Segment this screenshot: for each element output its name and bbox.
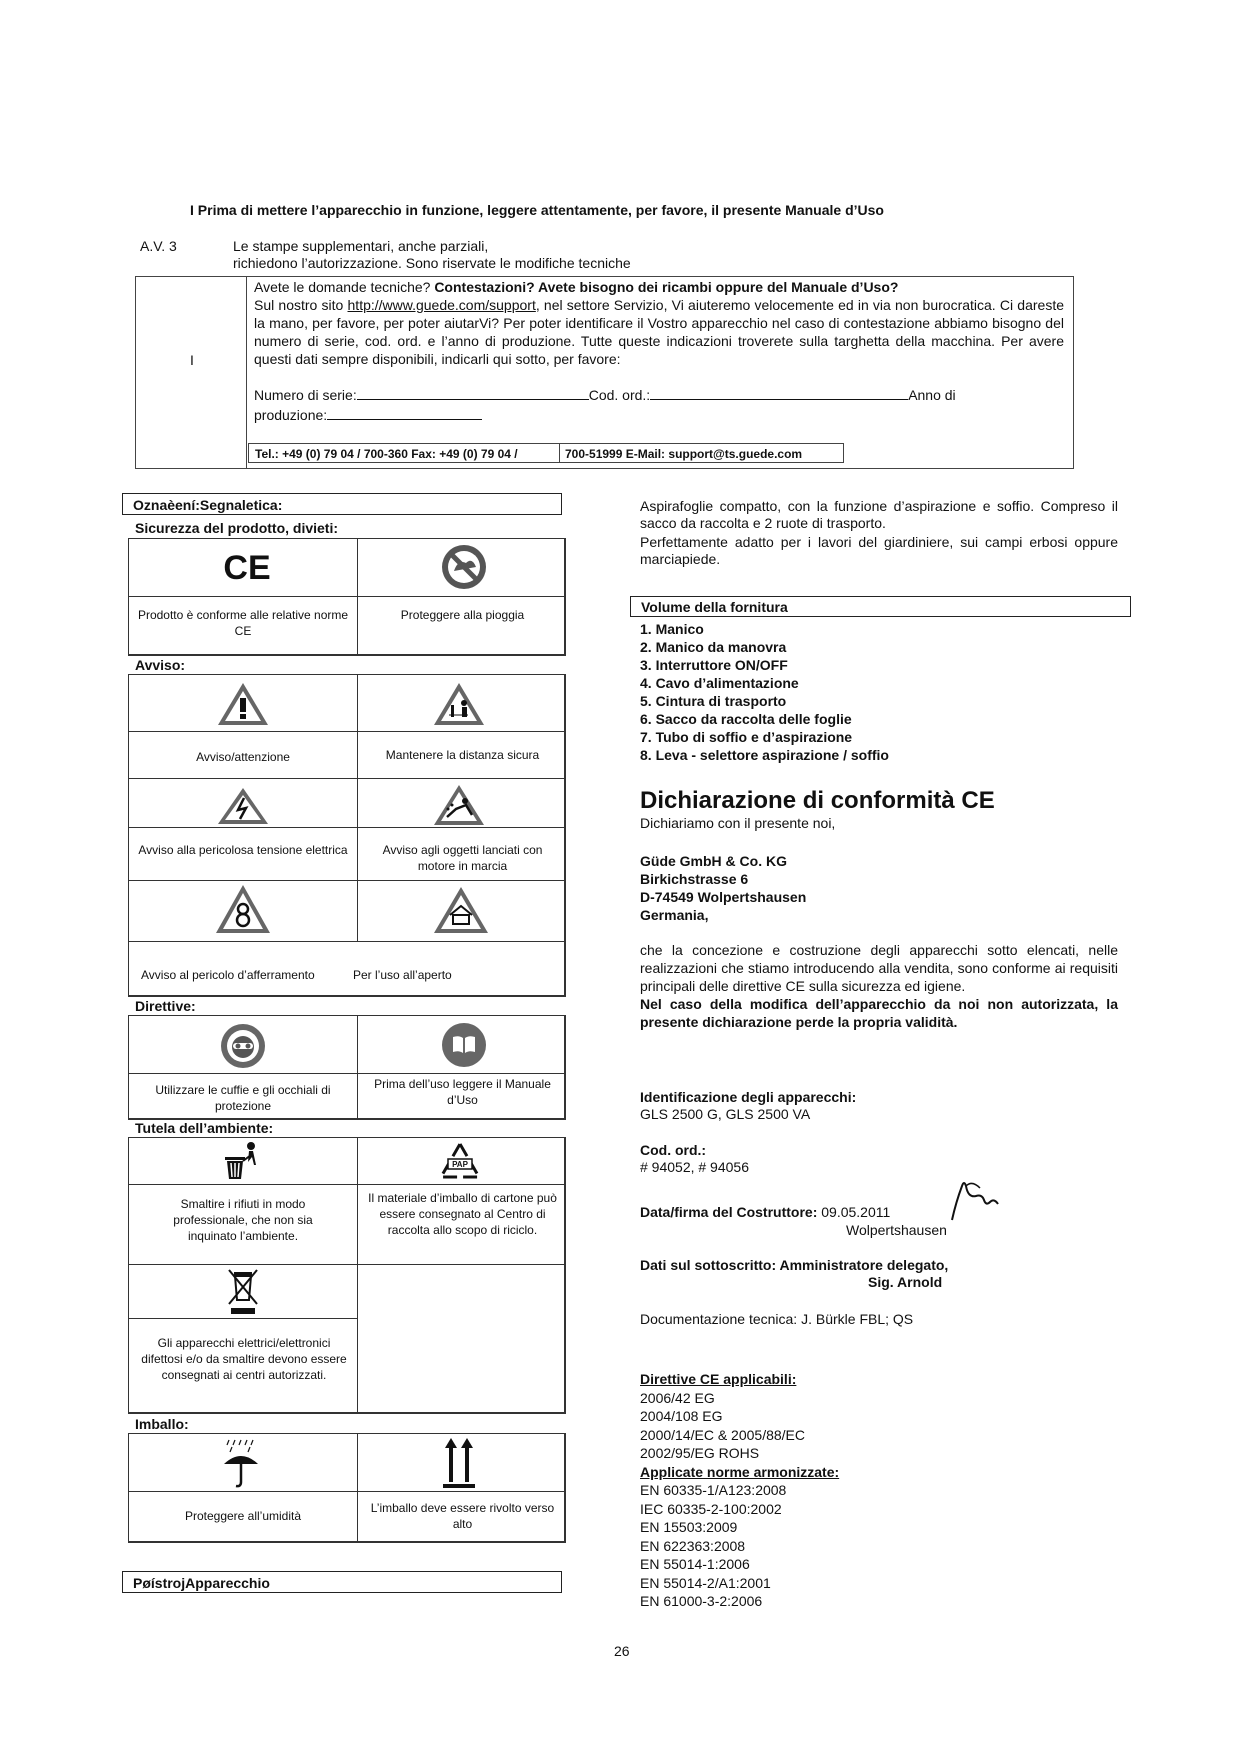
directive-item: 2000/14/EC & 2005/88/EC — [640, 1426, 806, 1443]
entanglement-hazard-icon — [214, 883, 272, 935]
caption-weee: Gli apparecchi elettrici/elettronici difettosi e/o da smaltire devono essere consegnati ai centri autorizzati. — [141, 1336, 347, 1382]
directive-item: 2004/108 EG — [640, 1408, 723, 1424]
this-way-up-icon — [439, 1436, 479, 1490]
delivery-list — [640, 620, 889, 764]
caption-manual: Prima dell’uso leggere il Manuale d’Uso — [374, 1077, 551, 1107]
declaration-body — [640, 941, 1118, 1031]
year-label: Anno di — [908, 387, 956, 403]
company-country: Germania, — [640, 907, 709, 923]
packaging-table — [128, 1433, 565, 1542]
order-codes — [640, 1142, 749, 1176]
norms-label: Applicate norme armonizzate: — [640, 1463, 840, 1480]
norm-item: IEC 60335-2-100:2002 — [640, 1500, 782, 1517]
packaging-heading: Imballo: — [135, 1416, 189, 1432]
caption-protection: Utilizzare le cuffie e gli occhiali di protezione — [155, 1083, 331, 1113]
signature-image — [944, 1176, 1004, 1225]
copyright-note — [233, 238, 631, 272]
electric-hazard-icon — [216, 786, 270, 826]
manufacturer-date — [640, 1204, 890, 1221]
support-question: Avete le domande tecniche? — [254, 279, 435, 295]
date-label: Data/firma del Costruttore: — [640, 1204, 818, 1220]
norm-item: EN 15503:2009 — [640, 1519, 738, 1535]
declaration-intro: Dichiariamo con il presente noi, — [640, 815, 836, 831]
caption-ce: Prodotto è conforme alle relative norme CE — [137, 608, 349, 638]
keep-dry-icon — [221, 1438, 261, 1490]
signer-name: Sig. Arnold — [868, 1274, 943, 1290]
support-instructions: , nel settore Servizio, Vi aiuteremo velocemente ed in via non burocratica. Ci dareste la mano, per favore, per poter aiutarVi? Per poter identificare il Vostro apparecchio nel caso di contestazione abbiamo bisogno del numero di serie, cod. ord. e l’anno di produzione. Tutte queste indicazioni troverete sulla targhetta della macchina. Per avere questi dati sempre disponibili, indicarli qui sotto, per favore: — [254, 297, 1065, 367]
caption-electric: Avviso alla pericolosa tensione elettrica — [138, 843, 348, 857]
list-item: 3. Interruttore ON/OFF — [640, 657, 788, 673]
safety-heading: Sicurezza del prodotto, divieti: — [135, 520, 339, 536]
company-street: Birkichstrasse 6 — [640, 871, 749, 887]
thrown-objects-icon — [432, 783, 486, 827]
copyright-line-2: richiedono l’autorizzazione. Sono riservate le modifiche tecniche — [233, 255, 631, 271]
warnings-table — [128, 674, 565, 996]
contact-phone: Tel.: +49 (0) 79 04 / 700-360 Fax: +49 (0) 79 04 / — [255, 447, 518, 461]
manufacturer-place: Wolpertshausen — [846, 1222, 947, 1238]
description-2: Perfettamente adatto per i lavori del giardiniere, sui campi erbosi oppure marciapiede. — [640, 534, 1118, 567]
label-segnaletica: Oznaèení:Segnaletica: — [122, 493, 562, 515]
warning-exclamation-icon — [216, 681, 270, 727]
outdoor-use-icon — [432, 885, 490, 935]
contact-email: 700-51999 E-Mail: support@ts.guede.com — [565, 447, 803, 461]
declaration-title: Dichiarazione di conformità CE — [640, 787, 995, 814]
norm-item: EN 622363:2008 — [640, 1537, 746, 1554]
support-question-bold: Contestazioni? Avete bisogno dei ricambi oppure del Manuale d’Uso? — [434, 279, 899, 295]
production-field — [254, 407, 482, 423]
support-site-prefix: Sul nostro sito — [254, 297, 348, 313]
litter-disposal-icon — [221, 1141, 261, 1181]
date-value: 09.05.2011 — [821, 1204, 891, 1220]
declaration-text: che la concezione e costruzione degli apparecchi sotto elencati, nelle realizzazioni che stiamo introducendo alla vendita, sono conforme ai requisiti principali delle direttive CE sulla sicurezza ed igiene. — [640, 942, 1118, 994]
caption-distance: Mantenere la distanza sicura — [385, 748, 540, 762]
serial-label: Numero di serie: — [254, 387, 357, 403]
directives-table — [128, 1015, 565, 1119]
caption-thrown-objects: Avviso agli oggetti lanciati con motore in marcia — [382, 843, 543, 873]
directive-item: 2006/42 EG — [640, 1389, 715, 1406]
list-item: 7. Tubo di soffio e d’aspirazione — [640, 729, 853, 745]
list-item: 8. Leva - selettore aspirazione / soffio — [640, 747, 889, 763]
company-name: Güde GmbH & Co. KG — [640, 853, 787, 869]
norm-item: EN 61000-3-2:2006 — [640, 1593, 763, 1609]
company-city: D-74549 Wolpertshausen — [640, 889, 807, 905]
safe-distance-icon — [432, 681, 486, 727]
caption-recycling: Il materiale d’imballo di cartone può essere consegnato al Centro di raccolta allo scopo di riciclo. — [368, 1191, 557, 1237]
intro-notice: I Prima di mettere l’apparecchio in funzione, leggere attentamente, per favore, il presente Manuale d’Uso — [190, 202, 884, 218]
caption-this-way-up: L’imballo deve essere rivolto verso alto — [370, 1501, 555, 1531]
support-link[interactable]: http://www.guede.com/support — [347, 297, 536, 313]
production-label: produzione: — [254, 407, 328, 423]
description-1: Aspirafoglie compatto, con la funzione d’aspirazione e soffio. Compreso il sacco da raccolta e 2 ruote di trasporto. — [640, 498, 1118, 531]
weee-bin-icon — [225, 1268, 261, 1316]
ce-mark-icon — [223, 549, 271, 587]
norm-item: EN 55014-1:2006 — [640, 1556, 750, 1572]
serial-blank[interactable] — [357, 387, 589, 400]
caption-disposal: Smaltire i rifiuti in modo professionale, che non sia inquinato l’ambiente. — [173, 1197, 313, 1243]
list-item: 4. Cavo d’alimentazione — [640, 675, 799, 691]
copyright-line-1: Le stampe supplementari, anche parziali, — [233, 238, 489, 254]
read-manual-icon — [441, 1022, 487, 1068]
order-code-blank[interactable] — [650, 387, 908, 400]
norm-item: EN 60335-1/A123:2008 — [640, 1482, 787, 1498]
list-item: 6. Sacco da raccolta delle foglie — [640, 711, 852, 727]
id-label: Identificazione degli apparecchi: — [640, 1089, 857, 1105]
list-item: 2. Manico da manovra — [640, 639, 787, 655]
av-code: A.V. 3 — [140, 238, 177, 254]
list-item: 1. Manico — [640, 621, 704, 637]
applicable-directives — [640, 1370, 839, 1611]
label-apparecchio: PøístrojApparecchio — [122, 1571, 562, 1593]
directive-item: 2002/95/EG ROHS — [640, 1445, 760, 1461]
caption-no-rain: Proteggere alla pioggia — [400, 608, 525, 622]
code-value: # 94052, # 94056 — [640, 1159, 749, 1175]
list-item: 5. Cintura di trasporto — [640, 693, 787, 709]
technical-documentation: Documentazione tecnica: J. Bürkle FBL; QS — [640, 1311, 914, 1327]
id-value: GLS 2500 G, GLS 2500 VA — [640, 1106, 811, 1122]
ce-mark-text: CE — [223, 549, 271, 587]
code-label: Cod. ord.: — [640, 1142, 707, 1158]
product-description — [640, 498, 1118, 568]
support-language-code: I — [190, 352, 194, 368]
safety-table — [128, 538, 565, 655]
environment-heading: Tutela dell’ambiente: — [135, 1120, 274, 1136]
contact-line — [248, 443, 844, 463]
serial-fields — [254, 387, 1054, 403]
company-address — [640, 852, 806, 924]
device-identification — [640, 1089, 856, 1123]
production-blank[interactable] — [327, 407, 482, 420]
caption-outdoor: Per l’uso all’aperto — [353, 968, 452, 982]
warnings-heading: Avviso: — [135, 657, 186, 673]
delivery-scope-label: Volume della fornitura — [630, 596, 1131, 617]
caption-keep-dry: Proteggere all’umidità — [184, 1509, 302, 1523]
caption-entanglement: Avviso al pericolo d’afferramento — [141, 968, 315, 982]
directives-label: Direttive CE applicabili: — [640, 1371, 797, 1387]
pap-label: PAP — [452, 1160, 468, 1169]
directives-heading: Direttive: — [135, 998, 196, 1014]
ear-eye-protection-icon — [220, 1023, 266, 1069]
norm-item: EN 55014-2/A1:2001 — [640, 1574, 771, 1591]
recycling-pap-icon — [438, 1141, 482, 1183]
signer-label: Dati sul sottoscritto: Amministratore delegato, — [640, 1257, 949, 1273]
support-text — [254, 278, 1064, 368]
order-code-label: Cod. ord.: — [588, 387, 651, 403]
page-number: 26 — [614, 1643, 630, 1659]
declaration-validity: Nel caso della modifica dell’apparecchio da noi non autorizzata, la presente dichiarazione perde la propria validità. — [640, 996, 1118, 1030]
environment-table — [128, 1137, 565, 1413]
no-rain-icon — [440, 543, 488, 591]
caption-warning: Avviso/attenzione — [196, 750, 290, 764]
